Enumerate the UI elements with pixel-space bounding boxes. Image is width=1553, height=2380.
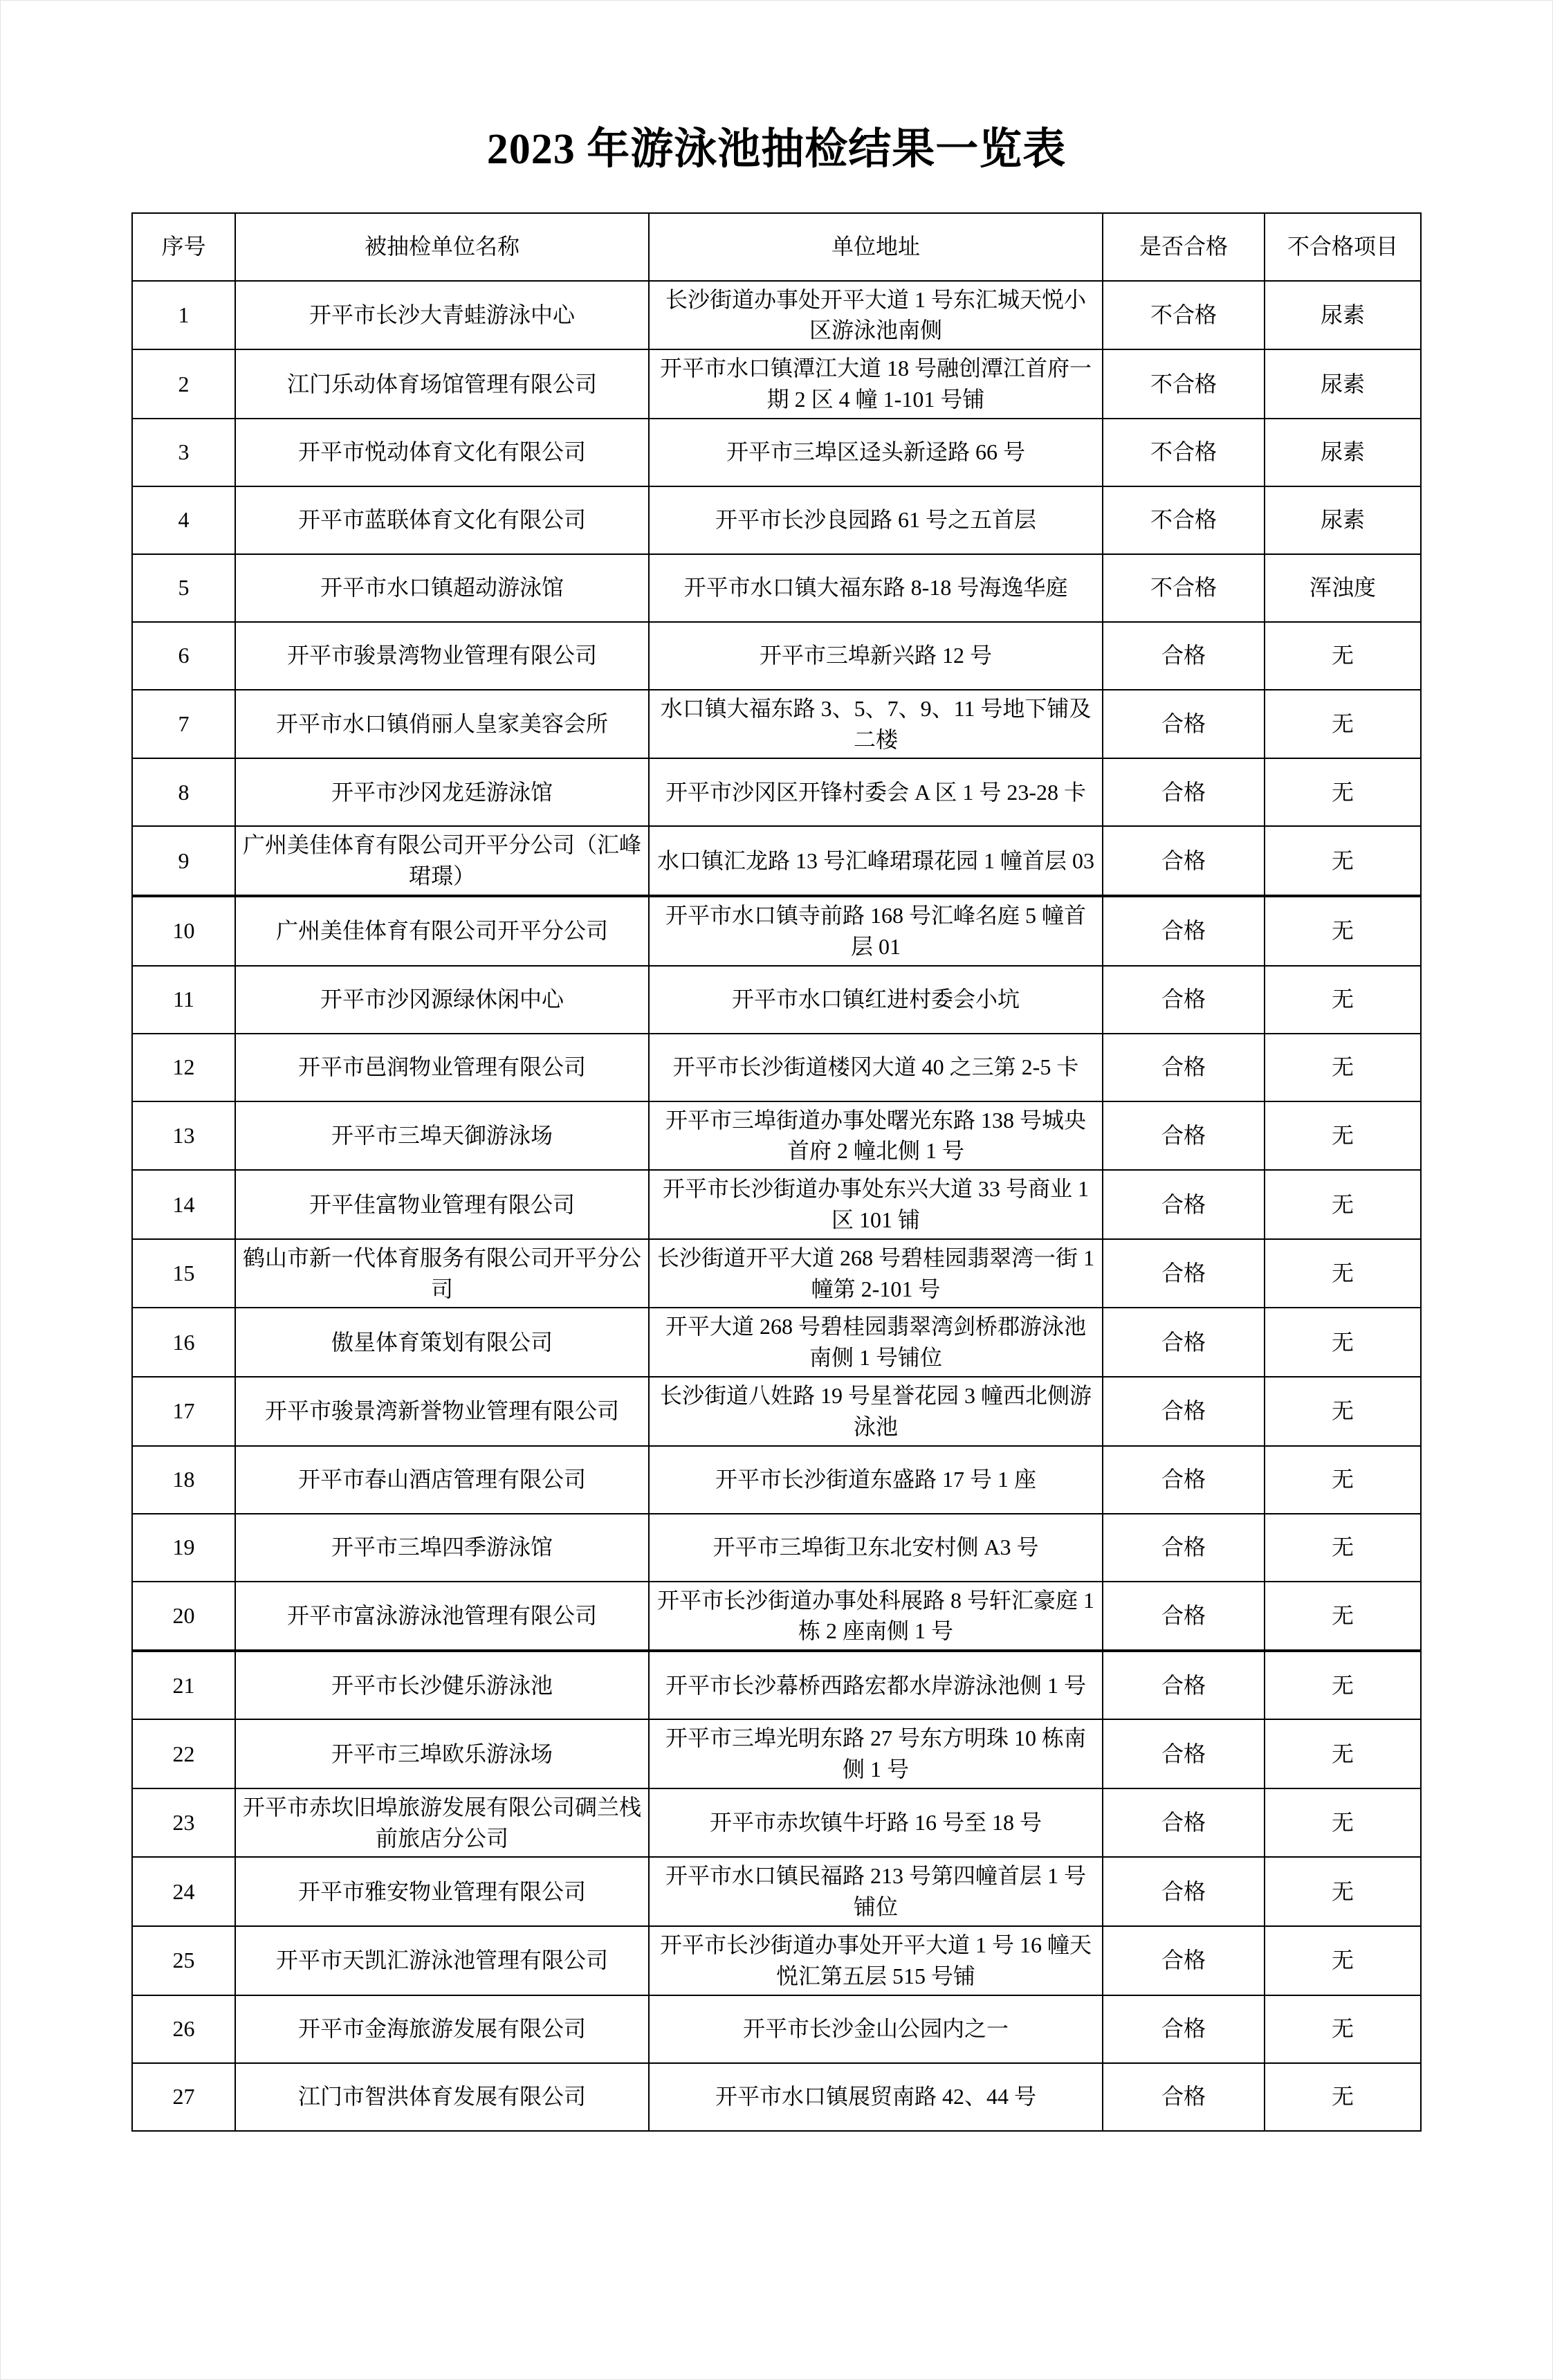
cell-address: 长沙街道开平大道 268 号碧桂园翡翠湾一街 1 幢第 2-101 号: [649, 1239, 1103, 1308]
cell-result: 合格: [1103, 1788, 1265, 1858]
cell-name: 江门市智洪体育发展有限公司: [235, 2063, 649, 2131]
cell-failed-items: 无: [1265, 1857, 1421, 1926]
cell-address: 长沙街道八姓路 19 号星誉花园 3 幢西北侧游泳池: [649, 1377, 1103, 1446]
cell-no: 7: [132, 690, 235, 759]
cell-no: 24: [132, 1857, 235, 1926]
cell-address: 开平市长沙街道办事处开平大道 1 号 16 幢天悦汇第五层 515 号铺: [649, 1926, 1103, 1995]
table-row: [132, 1514, 1421, 1582]
cell-address: 开平市长沙街道楼冈大道 40 之三第 2-5 卡: [649, 1034, 1103, 1101]
table-row: [132, 1308, 1421, 1377]
cell-result: 合格: [1103, 897, 1265, 966]
cell-address: 开平市三埠光明东路 27 号东方明珠 10 栋南侧 1 号: [649, 1719, 1103, 1788]
cell-name: 开平市雅安物业管理有限公司: [235, 1857, 649, 1926]
cell-result: 不合格: [1103, 419, 1265, 486]
cell-address: 开平市三埠新兴路 12 号: [649, 622, 1103, 690]
cell-result: 不合格: [1103, 486, 1265, 554]
cell-failed-items: 无: [1265, 1034, 1421, 1101]
table-row: [132, 1034, 1421, 1101]
cell-failed-items: 无: [1265, 1582, 1421, 1651]
cell-no: 9: [132, 826, 235, 895]
table-row: [132, 758, 1421, 826]
cell-failed-items: 尿素: [1265, 486, 1421, 554]
table-row: [132, 897, 1421, 966]
cell-address: 长沙街道办事处开平大道 1 号东汇城天悦小区游泳池南侧: [649, 281, 1103, 350]
cell-name: 开平市沙冈源绿休闲中心: [235, 966, 649, 1034]
cell-failed-items: 尿素: [1265, 349, 1421, 419]
cell-result: 合格: [1103, 1239, 1265, 1308]
cell-result: 合格: [1103, 758, 1265, 826]
table-body-section-2: [132, 897, 1421, 1650]
table-row: [132, 622, 1421, 690]
cell-result: 合格: [1103, 1101, 1265, 1171]
table-row: [132, 2063, 1421, 2131]
cell-name: 开平市水口镇俏丽人皇家美容会所: [235, 690, 649, 759]
header-address: 单位地址: [649, 213, 1103, 281]
cell-result: 合格: [1103, 1377, 1265, 1446]
table-row: [132, 1788, 1421, 1858]
cell-result: 合格: [1103, 622, 1265, 690]
table-row: [132, 1926, 1421, 1995]
results-table-section-2: [131, 896, 1422, 1651]
cell-result: 合格: [1103, 1926, 1265, 1995]
cell-name: 开平佳富物业管理有限公司: [235, 1170, 649, 1239]
header-name: 被抽检单位名称: [235, 213, 649, 281]
cell-no: 25: [132, 1926, 235, 1995]
cell-name: 广州美佳体育有限公司开平分公司（汇峰珺璟）: [235, 826, 649, 895]
table-row: [132, 966, 1421, 1034]
cell-no: 2: [132, 349, 235, 419]
cell-result: 合格: [1103, 1651, 1265, 1719]
results-table-section-1: [131, 212, 1422, 896]
cell-name: 开平市春山酒店管理有限公司: [235, 1446, 649, 1514]
cell-name: 开平市骏景湾新誉物业管理有限公司: [235, 1377, 649, 1446]
cell-result: 合格: [1103, 1582, 1265, 1651]
cell-result: 合格: [1103, 1995, 1265, 2063]
cell-name: 开平市富泳游泳池管理有限公司: [235, 1582, 649, 1651]
cell-address: 开平市水口镇大福东路 8-18 号海逸华庭: [649, 554, 1103, 622]
cell-address: 开平市长沙街道办事处科展路 8 号轩汇豪庭 1 栋 2 座南侧 1 号: [649, 1582, 1103, 1651]
cell-result: 合格: [1103, 966, 1265, 1034]
cell-no: 18: [132, 1446, 235, 1514]
cell-failed-items: 无: [1265, 1101, 1421, 1171]
cell-no: 12: [132, 1034, 235, 1101]
cell-failed-items: 无: [1265, 758, 1421, 826]
table-row: [132, 1857, 1421, 1926]
cell-failed-items: 无: [1265, 1377, 1421, 1446]
cell-address: 开平市水口镇民福路 213 号第四幢首层 1 号铺位: [649, 1857, 1103, 1926]
cell-name: 开平市赤坎旧埠旅游发展有限公司碉兰栈前旅店分公司: [235, 1788, 649, 1858]
header-result: 是否合格: [1103, 213, 1265, 281]
cell-no: 22: [132, 1719, 235, 1788]
cell-no: 20: [132, 1582, 235, 1651]
cell-address: 开平大道 268 号碧桂园翡翠湾剑桥郡游泳池南侧 1 号铺位: [649, 1308, 1103, 1377]
table-row: [132, 1719, 1421, 1788]
cell-address: 开平市水口镇展贸南路 42、44 号: [649, 2063, 1103, 2131]
cell-address: 开平市水口镇寺前路 168 号汇峰名庭 5 幢首层 01: [649, 897, 1103, 966]
table-row: [132, 1239, 1421, 1308]
cell-failed-items: 无: [1265, 897, 1421, 966]
cell-address: 开平市三埠街卫东北安村侧 A3 号: [649, 1514, 1103, 1582]
cell-name: 开平市邑润物业管理有限公司: [235, 1034, 649, 1101]
table-row: [132, 1377, 1421, 1446]
table-row: [132, 1651, 1421, 1719]
cell-failed-items: 无: [1265, 1926, 1421, 1995]
cell-no: 3: [132, 419, 235, 486]
cell-name: 开平市悦动体育文化有限公司: [235, 419, 649, 486]
cell-name: 开平市沙冈龙廷游泳馆: [235, 758, 649, 826]
cell-no: 10: [132, 897, 235, 966]
cell-result: 不合格: [1103, 349, 1265, 419]
cell-address: 开平市赤坎镇牛圩路 16 号至 18 号: [649, 1788, 1103, 1858]
cell-name: 开平市金海旅游发展有限公司: [235, 1995, 649, 2063]
table-row: [132, 281, 1421, 350]
results-table-section-3: [131, 1651, 1422, 2131]
table-row: [132, 554, 1421, 622]
cell-result: 合格: [1103, 690, 1265, 759]
cell-failed-items: 无: [1265, 1170, 1421, 1239]
cell-failed-items: 无: [1265, 1651, 1421, 1719]
cell-name: 开平市三埠欧乐游泳场: [235, 1719, 649, 1788]
cell-failed-items: 浑浊度: [1265, 554, 1421, 622]
table-row: [132, 1101, 1421, 1171]
cell-no: 26: [132, 1995, 235, 2063]
cell-name: 傲星体育策划有限公司: [235, 1308, 649, 1377]
table-row: [132, 1995, 1421, 2063]
cell-result: 合格: [1103, 1308, 1265, 1377]
cell-no: 8: [132, 758, 235, 826]
cell-failed-items: 无: [1265, 1995, 1421, 2063]
header-failed-items: 不合格项目: [1265, 213, 1421, 281]
table-row: [132, 486, 1421, 554]
cell-address: 水口镇大福东路 3、5、7、9、11 号地下铺及二楼: [649, 690, 1103, 759]
cell-result: 不合格: [1103, 281, 1265, 350]
cell-name: 鹤山市新一代体育服务有限公司开平分公司: [235, 1239, 649, 1308]
cell-failed-items: 无: [1265, 826, 1421, 895]
cell-name: 开平市三埠四季游泳馆: [235, 1514, 649, 1582]
table-header: [132, 213, 1421, 281]
cell-address: 水口镇汇龙路 13 号汇峰珺璟花园 1 幢首层 03: [649, 826, 1103, 895]
cell-address: 开平市水口镇红进村委会小坑: [649, 966, 1103, 1034]
cell-result: 合格: [1103, 1514, 1265, 1582]
cell-address: 开平市长沙街道东盛路 17 号 1 座: [649, 1446, 1103, 1514]
cell-result: 合格: [1103, 1719, 1265, 1788]
cell-name: 开平市骏景湾物业管理有限公司: [235, 622, 649, 690]
cell-address: 开平市三埠区迳头新迳路 66 号: [649, 419, 1103, 486]
cell-name: 广州美佳体育有限公司开平分公司: [235, 897, 649, 966]
cell-no: 13: [132, 1101, 235, 1171]
cell-address: 开平市水口镇潭江大道 18 号融创潭江首府一期 2 区 4 幢 1-101 号铺: [649, 349, 1103, 419]
cell-no: 21: [132, 1651, 235, 1719]
cell-no: 17: [132, 1377, 235, 1446]
cell-failed-items: 尿素: [1265, 419, 1421, 486]
cell-failed-items: 尿素: [1265, 281, 1421, 350]
cell-failed-items: 无: [1265, 690, 1421, 759]
header-no: 序号: [132, 213, 235, 281]
cell-address: 开平市长沙街道办事处东兴大道 33 号商业 1 区 101 铺: [649, 1170, 1103, 1239]
cell-result: 不合格: [1103, 554, 1265, 622]
table-header-row: [132, 213, 1421, 281]
cell-no: 16: [132, 1308, 235, 1377]
table-body-section-1: [132, 281, 1421, 895]
cell-name: 开平市水口镇超动游泳馆: [235, 554, 649, 622]
cell-no: 11: [132, 966, 235, 1034]
cell-address: 开平市三埠街道办事处曙光东路 138 号城央首府 2 幢北侧 1 号: [649, 1101, 1103, 1171]
cell-address: 开平市长沙幕桥西路宏都水岸游泳池侧 1 号: [649, 1651, 1103, 1719]
cell-failed-items: 无: [1265, 966, 1421, 1034]
cell-result: 合格: [1103, 2063, 1265, 2131]
cell-failed-items: 无: [1265, 1446, 1421, 1514]
cell-no: 27: [132, 2063, 235, 2131]
table-row: [132, 419, 1421, 486]
cell-no: 1: [132, 281, 235, 350]
cell-failed-items: 无: [1265, 622, 1421, 690]
cell-no: 6: [132, 622, 235, 690]
cell-name: 开平市长沙健乐游泳池: [235, 1651, 649, 1719]
cell-result: 合格: [1103, 826, 1265, 895]
cell-name: 开平市三埠天御游泳场: [235, 1101, 649, 1171]
cell-name: 开平市长沙大青蛙游泳中心: [235, 281, 649, 350]
table-row: [132, 1582, 1421, 1651]
table-row: [132, 1446, 1421, 1514]
cell-result: 合格: [1103, 1446, 1265, 1514]
cell-result: 合格: [1103, 1857, 1265, 1926]
cell-name: 开平市天凯汇游泳池管理有限公司: [235, 1926, 649, 1995]
cell-result: 合格: [1103, 1034, 1265, 1101]
cell-no: 14: [132, 1170, 235, 1239]
table-body-section-3: [132, 1651, 1421, 2130]
cell-failed-items: 无: [1265, 1719, 1421, 1788]
table-row: [132, 690, 1421, 759]
cell-no: 5: [132, 554, 235, 622]
cell-no: 15: [132, 1239, 235, 1308]
cell-address: 开平市沙冈区开锋村委会 A 区 1 号 23-28 卡: [649, 758, 1103, 826]
cell-address: 开平市长沙良园路 61 号之五首层: [649, 486, 1103, 554]
cell-name: 开平市蓝联体育文化有限公司: [235, 486, 649, 554]
cell-no: 4: [132, 486, 235, 554]
table-row: [132, 1170, 1421, 1239]
cell-address: 开平市长沙金山公园内之一: [649, 1995, 1103, 2063]
cell-failed-items: 无: [1265, 2063, 1421, 2131]
cell-failed-items: 无: [1265, 1514, 1421, 1582]
cell-no: 23: [132, 1788, 235, 1858]
cell-result: 合格: [1103, 1170, 1265, 1239]
cell-no: 19: [132, 1514, 235, 1582]
table-row: [132, 826, 1421, 895]
cell-failed-items: 无: [1265, 1239, 1421, 1308]
cell-failed-items: 无: [1265, 1308, 1421, 1377]
table-row: [132, 349, 1421, 419]
page-title: 2023 年游泳池抽检结果一览表: [486, 126, 1067, 173]
cell-failed-items: 无: [1265, 1788, 1421, 1858]
cell-name: 江门乐动体育场馆管理有限公司: [235, 349, 649, 419]
